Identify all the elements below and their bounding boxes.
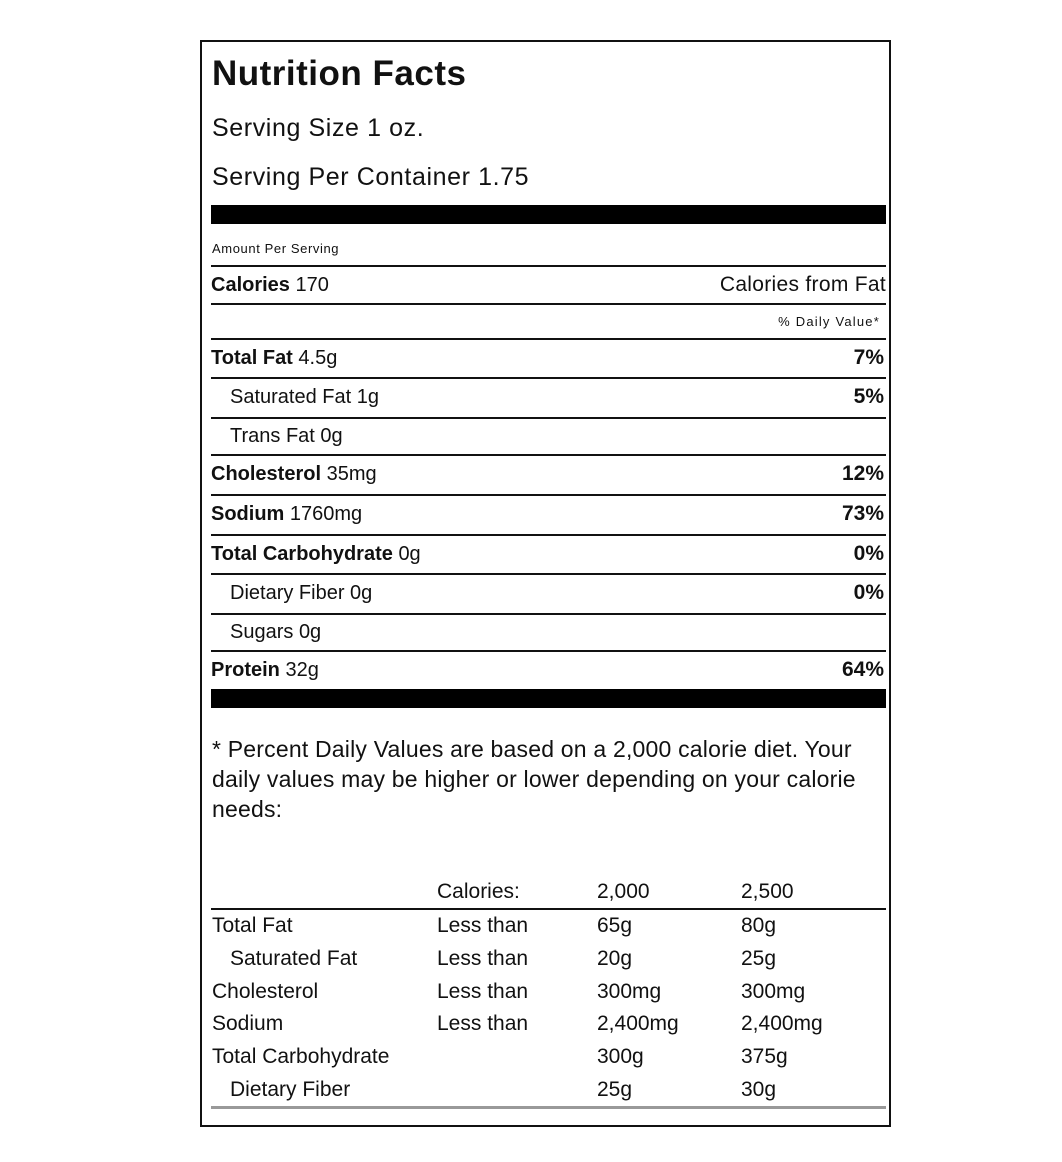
nutrient-row-protein [211,652,886,688]
nutrient-percent: 0% [853,581,884,604]
nutrient-name: Saturated Fat [230,385,352,408]
nutrient-amount: 4.5g [298,346,338,369]
nutrition-label [200,40,891,1127]
dv-value-2500: 375g [741,1045,788,1068]
nutrient-name: Protein [211,658,280,681]
dv-table-bottom-rule [211,1106,886,1109]
dv-table-row [211,947,886,979]
dv-value-2000: 25g [597,1078,633,1101]
nutrient-percent: 0% [853,542,884,565]
nutrient-amount: 1760mg [289,502,363,525]
dv-qualifier: Less than [437,947,529,970]
nutrient-amount: 0g [320,424,343,447]
nutrient-amount: 0g [298,620,322,643]
calories-row [211,267,886,303]
nutrient-amount: 32g [285,658,319,681]
dv-value-2500: 80g [741,914,777,937]
calories-from-fat: Calories from Fat [719,273,886,296]
dv-qualifier: Less than [437,914,529,937]
nutrient-percent: 64% [841,658,884,681]
nutrient-row-saturated-fat [211,379,886,415]
dv-table-row [211,1012,886,1044]
dv-table-row [211,1045,886,1077]
dv-table-row [211,914,886,946]
label-title: Nutrition Facts [212,54,467,93]
nutrient-amount: 35mg [326,462,377,485]
dv-header-calories: Calories: [437,880,520,903]
nutrient-row-cholesterol [211,456,886,492]
nutrient-name: Total Carbohydrate [211,542,393,565]
dv-value-2000: 20g [597,947,633,970]
calories-value: 170 [295,273,329,296]
servings-per-container: Serving Per Container 1.75 [212,163,530,191]
amount-per-serving: Amount Per Serving [212,241,340,256]
divider [211,908,886,910]
nutrient-name: Trans Fat [230,424,315,447]
dv-header-2500: 2,500 [741,880,794,903]
nutrient-row-sugars [211,614,886,650]
dv-value-2500: 30g [741,1078,777,1101]
dv-value-2500: 2,400mg [741,1012,823,1035]
nutrient-name: Sugars [230,620,294,643]
dv-qualifier: Less than [437,980,529,1003]
nutrient-percent: 73% [841,502,884,525]
dv-value-2000: 65g [597,914,633,937]
nutrient-percent: 12% [841,462,884,485]
dv-nutrient: Cholesterol [212,980,319,1003]
nutrient-row-total-carbohydrate [211,536,886,572]
thick-divider-bottom [211,689,886,708]
divider [211,303,886,305]
dv-table-row [211,980,886,1012]
thick-divider-top [211,205,886,224]
daily-value-footnote: * Percent Daily Values are based on a 2,000 calorie diet. Your daily values may be higher or lower depending on your calorie needs: [212,736,856,822]
dv-qualifier: Less than [437,1012,529,1035]
dv-nutrient: Saturated Fat [230,947,358,970]
dv-value-2000: 300g [597,1045,644,1068]
calories-text [211,274,329,297]
nutrient-percent: 7% [853,346,884,369]
dv-value-2000: 2,400mg [597,1012,679,1035]
dv-nutrient: Dietary Fiber [230,1078,351,1101]
nutrient-percent: 5% [853,385,884,408]
nutrient-row-dietary-fiber [211,575,886,611]
nutrient-amount: 0g [398,542,421,565]
daily-value-header: % Daily Value* [778,314,880,329]
nutrient-name: Cholesterol [211,462,322,485]
nutrient-row-trans-fat [211,418,886,454]
dv-nutrient: Total Fat [212,914,293,937]
dv-value-2500: 25g [741,947,777,970]
dv-nutrient: Total Carbohydrate [212,1045,390,1068]
calories-label: Calories [211,273,290,296]
nutrient-row-sodium [211,496,886,532]
dv-nutrient: Sodium [212,1012,284,1035]
nutrient-name: Total Fat [211,346,293,369]
nutrient-name: Sodium [211,502,285,525]
nutrient-amount: 0g [350,581,373,604]
dv-header-2000: 2,000 [597,880,650,903]
nutrient-amount: 1g [356,385,379,408]
dv-value-2000: 300mg [597,980,662,1003]
nutrient-row-total-fat [211,340,886,376]
nutrient-name: Dietary Fiber [230,581,345,604]
serving-size: Serving Size 1 oz. [212,114,425,142]
dv-value-2500: 300mg [741,980,806,1003]
